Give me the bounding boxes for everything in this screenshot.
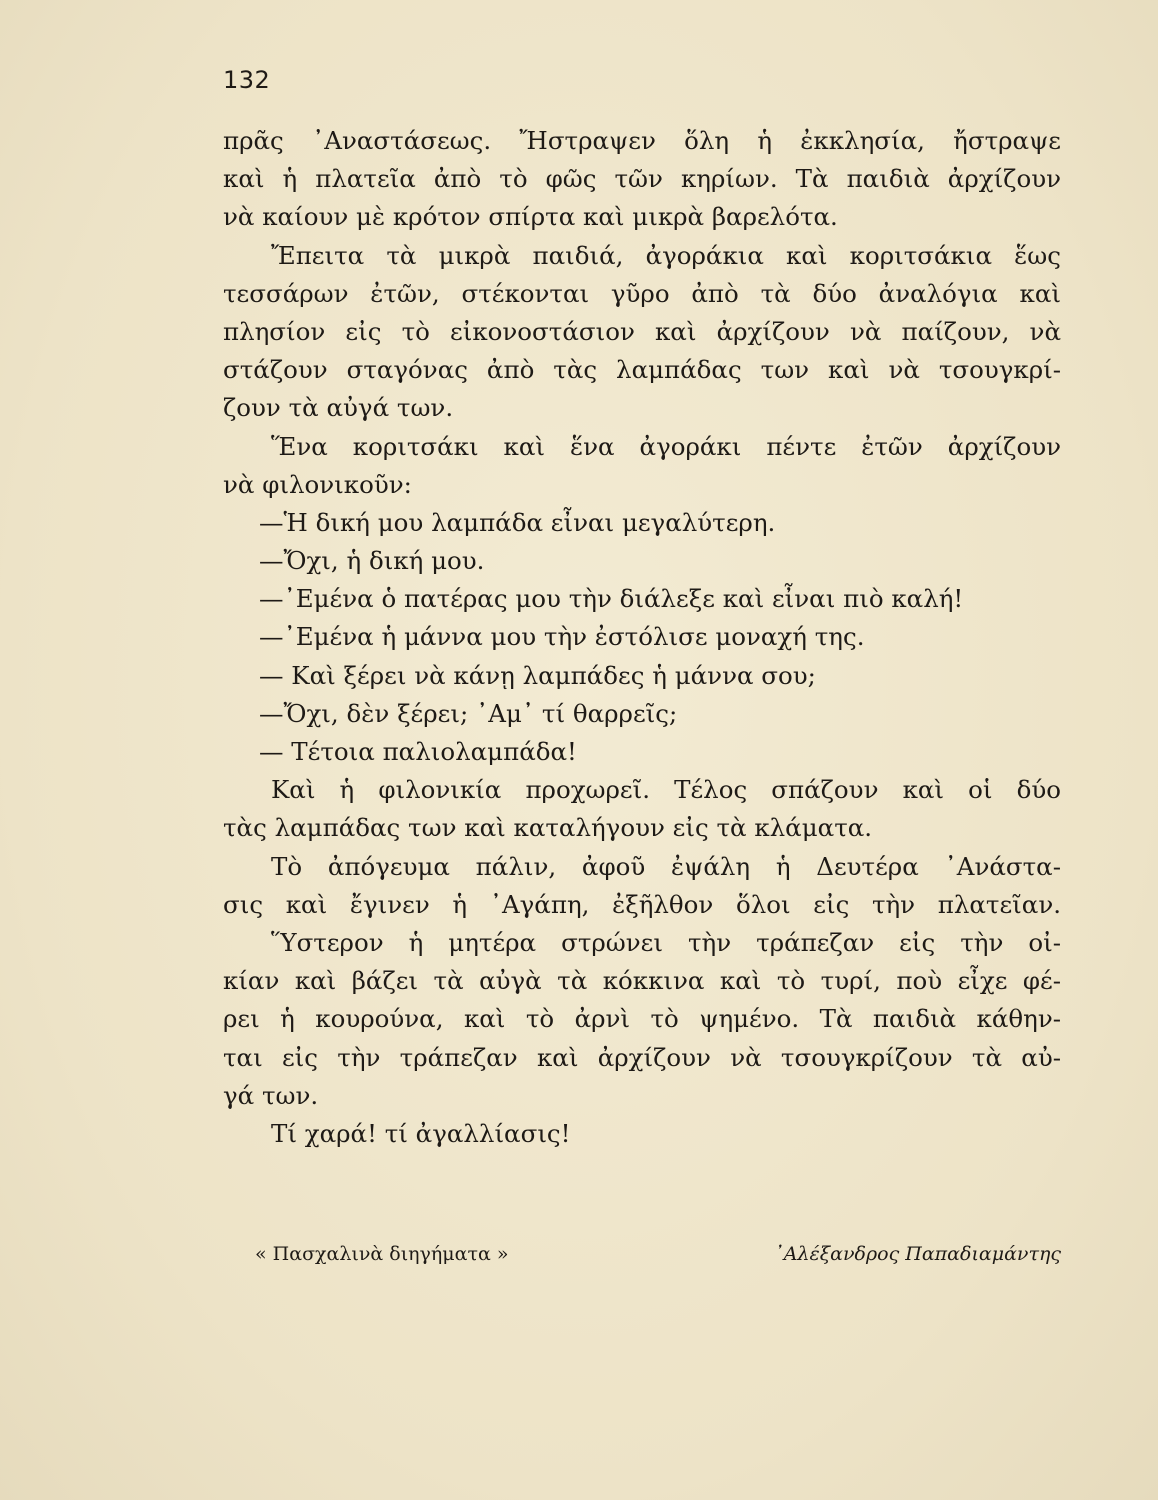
text-line: Καὶ ἡ φιλονικία προχωρεῖ. Τέλος σπάζουν καὶ οἱ δύο	[271, 775, 1061, 805]
text-line: πρᾶς ᾿Αναστάσεως. Ἤστραψεν ὅλη ἡ ἐκκλησία, ἤστραψε	[223, 126, 1061, 155]
dialogue-line: — Τέτοια παλιολαμπάδα!	[259, 737, 577, 766]
text-line: σις καὶ ἔγινεν ἡ ᾿Αγάπη, ἐξῆλθον ὅλοι εἰς τὴν πλατεῖαν.	[223, 889, 1061, 919]
text-line: Τὸ ἀπόγευμα πάλιν, ἀφοῦ ἐψάλη ἡ Δευτέρα ᾿Ανάστα-	[271, 851, 1061, 881]
dialogue-line: —Ὄχι, δὲν ξέρει; ᾿Αμ᾿ τί θαρρεῖς;	[259, 698, 678, 728]
text-line: πλησίον εἰς τὸ εἰκονοστάσιον καὶ ἀρχίζουν νὰ παίζουν, νὰ	[223, 316, 1061, 346]
text-line: νὰ καίουν μὲ κρότον σπίρτα καὶ μικρὰ βαρελότα.	[223, 202, 838, 232]
dialogue-line: —᾿Εμένα ἡ μάννα μου τὴν ἐστόλισε μοναχή της.	[259, 622, 865, 652]
text-line: Ἕνα κοριτσάκι καὶ ἕνα ἀγοράκι πέντε ἐτῶν ἀρχίζουν	[271, 431, 1061, 461]
body-text	[223, 122, 1061, 1153]
dialogue-line: —Ὄχι, ἡ δική μου.	[259, 546, 485, 576]
dialogue-line: — Καὶ ξέρει νὰ κάνῃ λαμπάδες ἡ μάννα σου;	[259, 660, 816, 690]
text-line: στάζουν σταγόνας ἀπὸ τὰς λαμπάδας των καὶ νὰ τσουγκρί-	[223, 355, 1061, 385]
text-line: γά των.	[223, 1080, 319, 1110]
author-name: ᾿Αλέξανδρος Παπαδιαμάντης	[774, 1243, 1061, 1265]
text-line: ζουν τὰ αὐγά των.	[223, 393, 454, 423]
text-line: τεσσάρων ἐτῶν, στέκονται γῦρο ἀπὸ τὰ δύο ἀναλόγια καὶ	[223, 278, 1061, 308]
text-line: καὶ ἡ πλατεῖα ἀπὸ τὸ φῶς τῶν κηρίων. Τὰ παιδιὰ ἀρχίζουν	[223, 164, 1061, 194]
text-line: Ἔπειτα τὰ μικρὰ παιδιά, ἀγοράκια καὶ κοριτσάκια ἕως	[271, 240, 1061, 270]
text-line: ται εἰς τὴν τράπεζαν καὶ ἀρχίζουν νὰ τσουγκρίζουν τὰ αὐ-	[223, 1042, 1061, 1072]
text-line: τὰς λαμπάδας των καὶ καταλήγουν εἰς τὰ κλάματα.	[223, 813, 873, 843]
dialogue-line: —Ἡ δική μου λαμπάδα εἶναι μεγαλύτερη.	[259, 507, 776, 537]
page-number: 132	[223, 66, 271, 94]
source-title: « Πασχαλινὰ διηγήματα »	[255, 1243, 509, 1265]
text-line: ρει ἡ κουρούνα, καὶ τὸ ἀρνὶ τὸ ψημένο. Τὰ παιδιὰ κάθην-	[223, 1004, 1061, 1034]
text-line: νὰ φιλονικοῦν:	[223, 469, 412, 499]
text-line: Τί χαρά! τί ἀγαλλίασις!	[271, 1118, 571, 1148]
dialogue-line: —᾿Εμένα ὁ πατέρας μου τὴν διάλεξε καὶ εἶναι πιὸ καλή!	[259, 584, 964, 614]
text-line: κίαν καὶ βάζει τὰ αὐγὰ τὰ κόκκινα καὶ τὸ τυρί, ποὺ εἶχε φέ-	[223, 966, 1061, 996]
text-line: Ὕστερον ἡ μητέρα στρώνει τὴν τράπεζαν εἰς τὴν οἰ-	[271, 927, 1061, 957]
